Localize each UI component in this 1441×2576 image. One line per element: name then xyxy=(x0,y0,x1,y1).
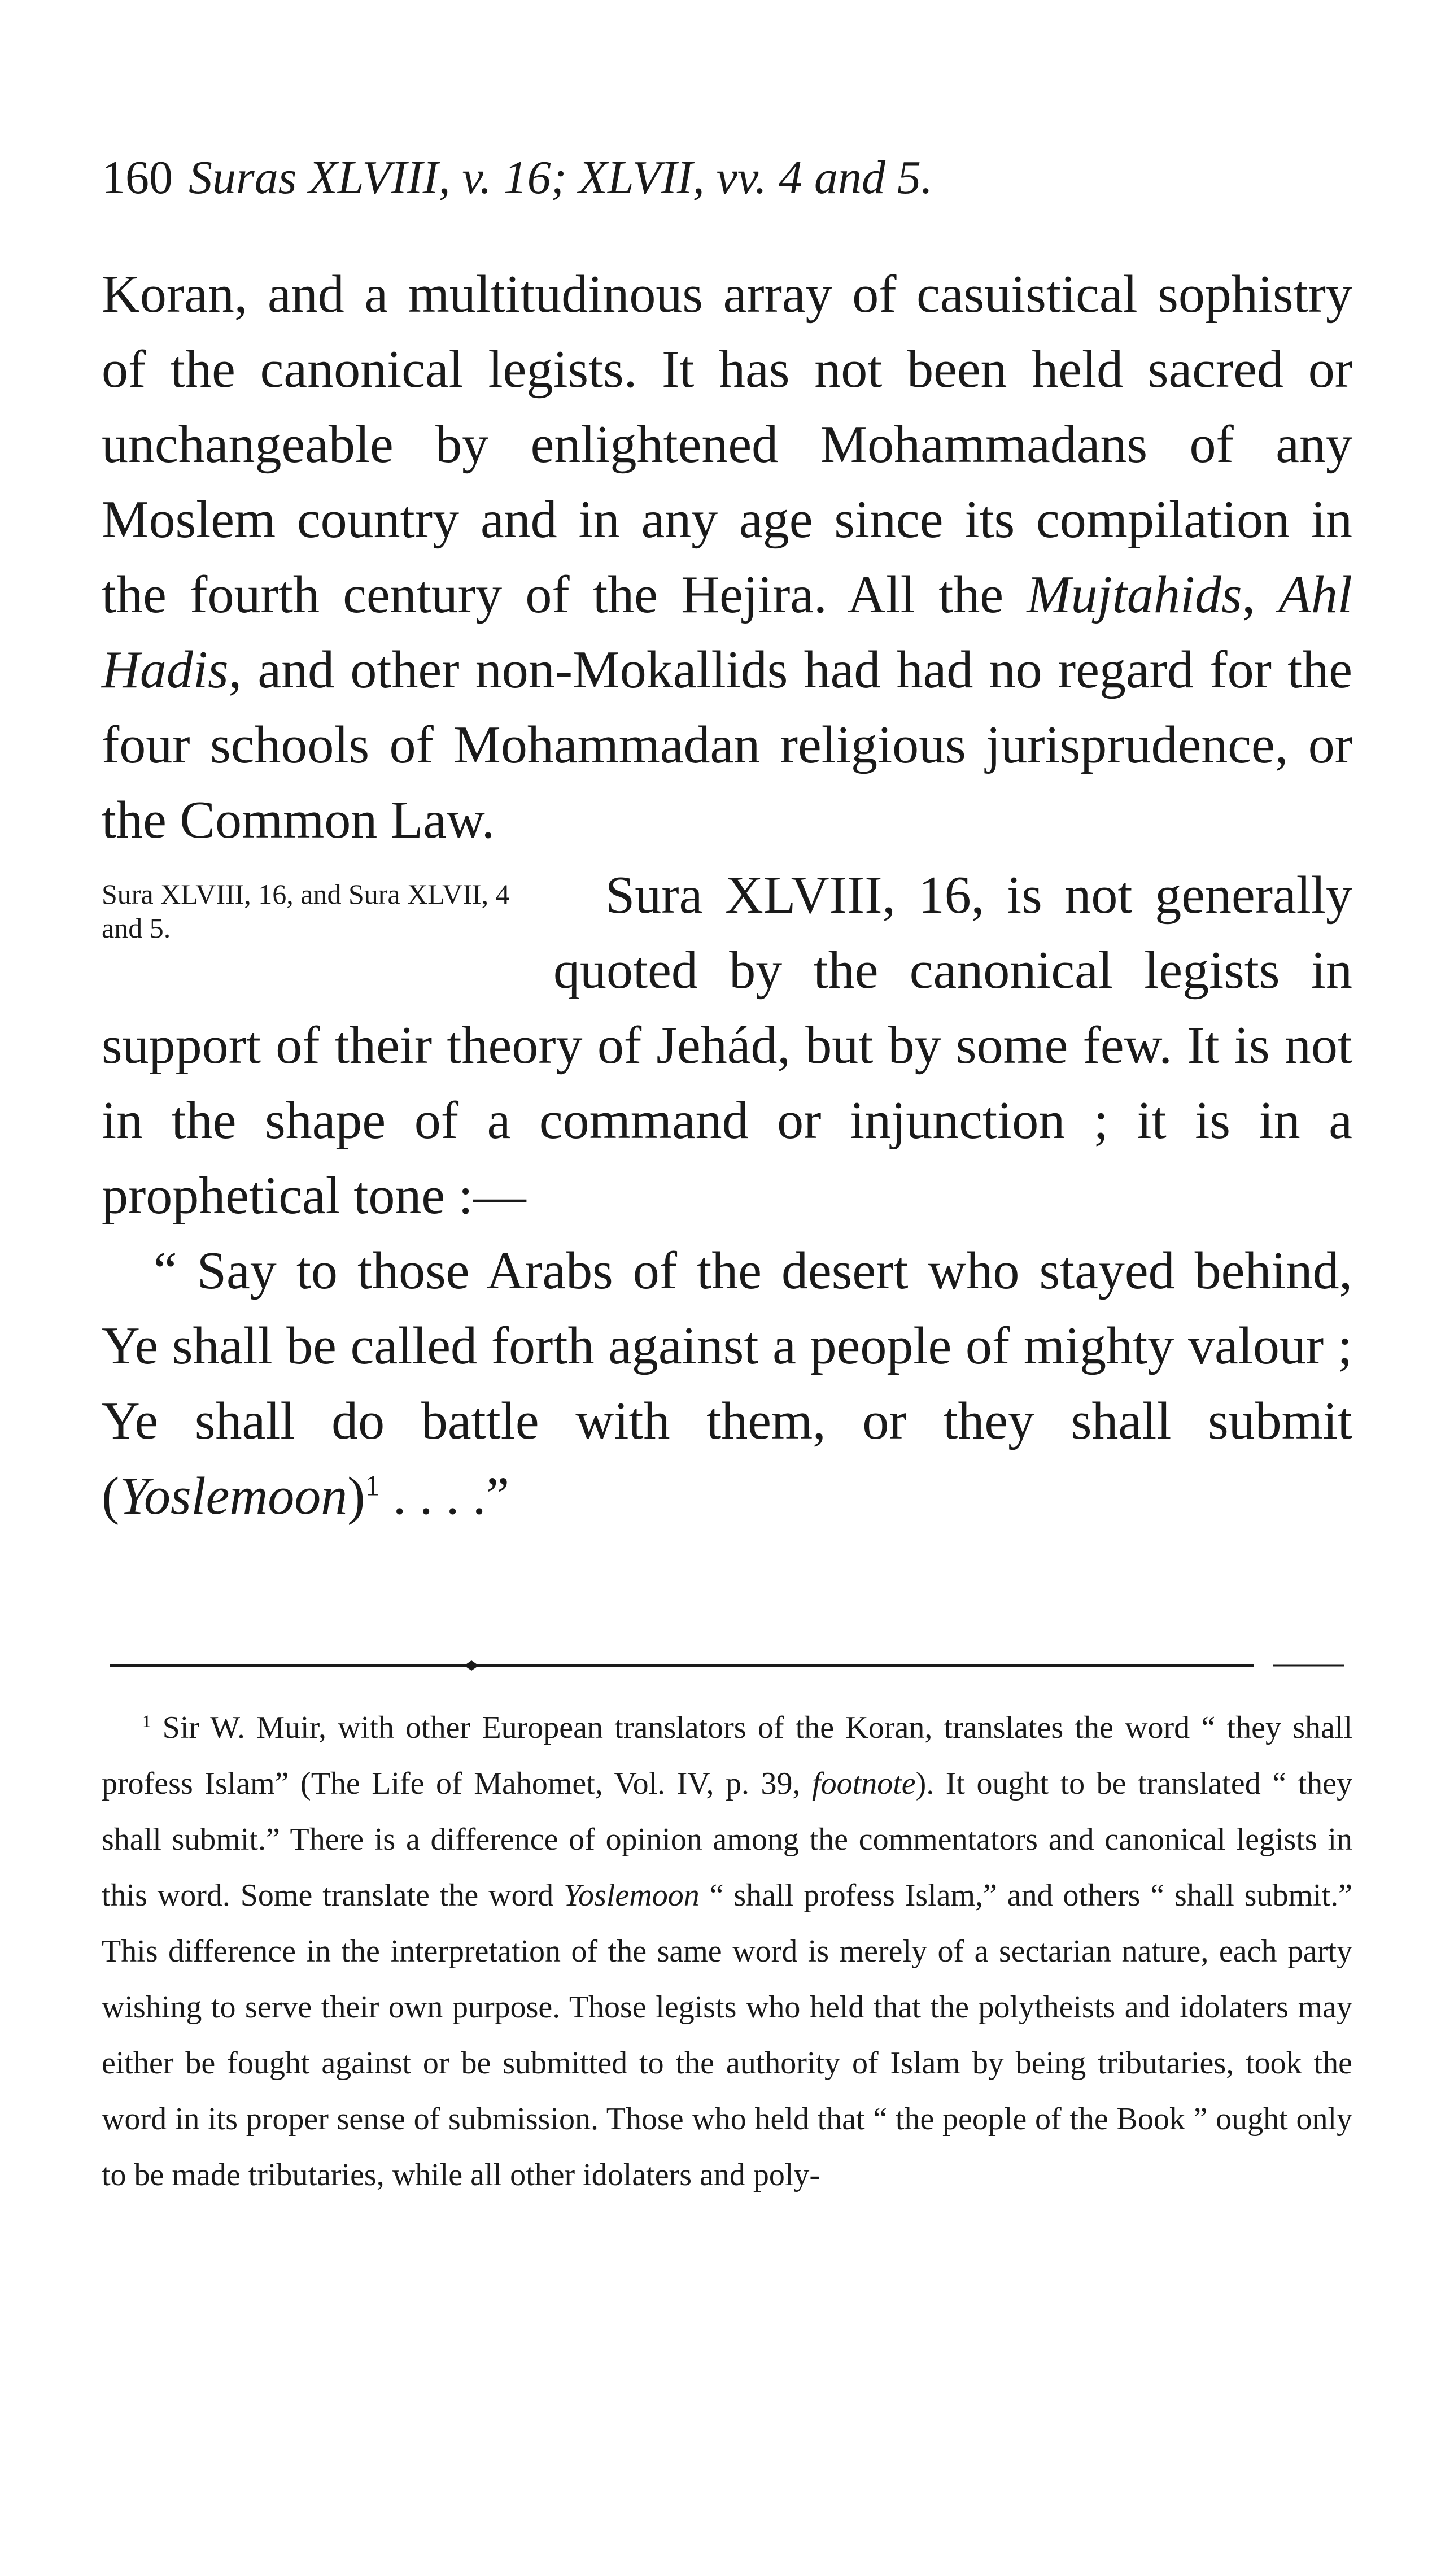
paragraph-text: , and other non-Mokallids had had no regard for the four schools of Mohammadan religious jurisprudence, or the Common Law. xyxy=(102,640,1352,849)
paragraph-quotation xyxy=(102,1233,1352,1534)
footnote-text: ). It ought to be translated “ they shall submit.” There is a difference of opinion among the commentators and canonical legists in this word. Some translate the word xyxy=(102,1766,1353,1913)
footnote-separator-rule xyxy=(110,1659,1344,1672)
footnote-text: Sir W. Muir, with other European translators of the Koran, translates the word “ they shall profess Islam” (The Life of Mahomet, Vol. IV, p. 39, xyxy=(102,1710,1352,1801)
paragraph-text: ) xyxy=(347,1467,365,1525)
footnote-reference: 1 xyxy=(365,1470,380,1502)
italic-term: footnote xyxy=(812,1766,916,1801)
paragraph-text: “ Say to those Arabs of the desert who stayed behind, Ye shall be called forth against a people of mighty valour ; Ye shall do battle with them, or they shall submit ( xyxy=(102,1241,1352,1525)
main-text xyxy=(102,257,1352,1534)
italic-term: Mujtahids xyxy=(1027,565,1242,624)
running-head xyxy=(102,150,1366,206)
footnote xyxy=(102,1700,1352,2203)
footnote-text: “ shall profess Islam,” and others “ shall submit.” This difference in the interpretation of the same word is merely of a sectarian nature, each party wishing to serve their own purpose. Those legists who held that the polytheists and idolaters may either be fought against or be submitted to the authority of Islam by being tributaries, took the word in its proper sense of submission. Those who held that “ the people of the Book ” ought only to be made tributaries, while all other idolaters and poly- xyxy=(102,1878,1352,2193)
paragraph-sura-quote-intro xyxy=(102,858,1352,1233)
paragraph-text: Sura XLVIII, 16, is not generally quoted by the canonical legists in support of their theory of Jehád, but by some few. It is not in the shape of a command or injunction ; it is in a prophetical tone :— xyxy=(102,866,1352,1225)
italic-term: Ahl Hadis xyxy=(102,565,1352,699)
italic-term: Yoslemoon xyxy=(119,1467,348,1525)
marginal-sidenote: Sura XLVIII, 16, and Sura XLVII, 4 and 5. xyxy=(102,878,510,944)
running-head-title: Suras XLVIII, v. 16; XLVII, vv. 4 and 5. xyxy=(189,151,933,204)
paragraph-continuation xyxy=(102,257,1352,858)
italic-term: Yoslemoon xyxy=(564,1878,700,1913)
page-number: 160 xyxy=(102,151,173,204)
footnote-marker: 1 xyxy=(142,1711,151,1731)
paragraph-text: . . . .” xyxy=(379,1467,510,1525)
paragraph-text: Koran, and a multitudinous array of casuistical sophistry of the canonical legists. It has not been held sacred or unchangeable by enlightened Mohammadans of any Moslem country and in any age since its compilation in the fourth century of the Hejira. All the xyxy=(102,265,1352,624)
paragraph-text: , xyxy=(1242,565,1279,624)
footnote-paragraph xyxy=(102,1700,1352,2203)
